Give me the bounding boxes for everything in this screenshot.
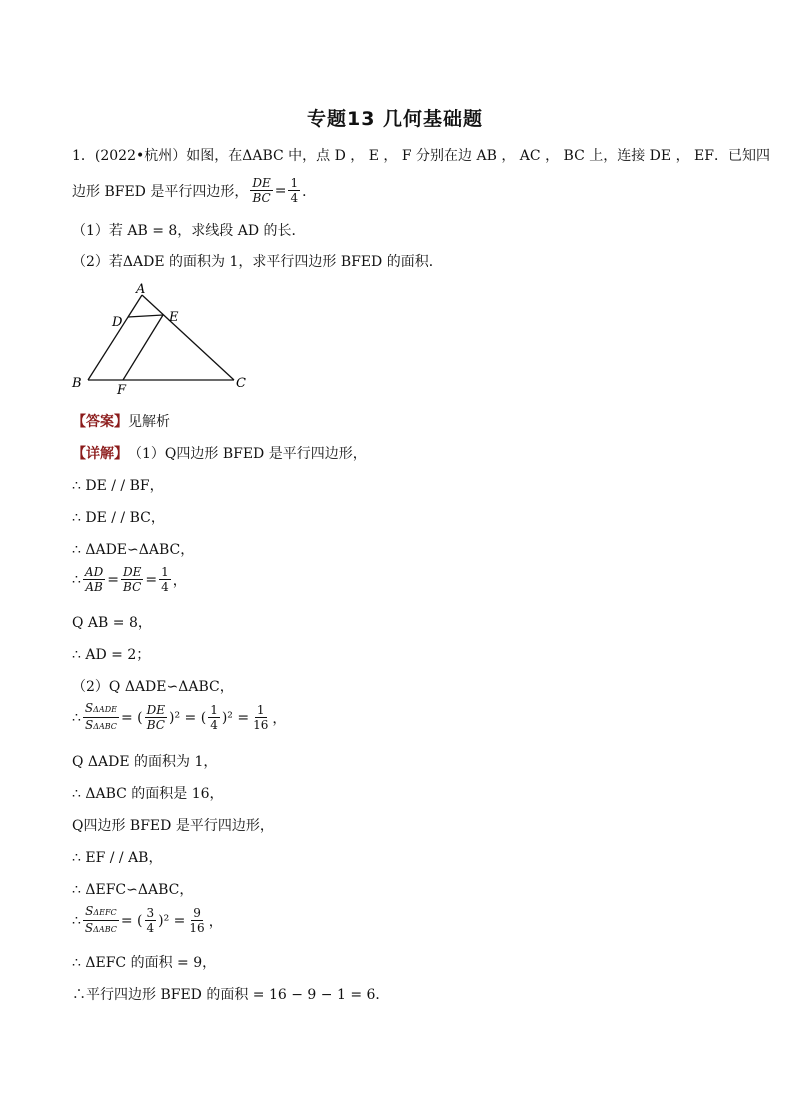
- fraction-numerator: DE: [252, 176, 271, 190]
- area-symbol: S: [84, 921, 94, 935]
- fraction-numerator: [83, 701, 119, 718]
- fraction-de-bc: [121, 565, 143, 594]
- therefore-symbol: ∴: [72, 571, 81, 588]
- fraction-denominator: 4: [161, 580, 169, 594]
- label-f: F: [117, 383, 127, 395]
- fraction-numerator: DE: [146, 703, 166, 717]
- subscript: ΔABC: [93, 925, 117, 934]
- fraction-area-ade-abc: [83, 701, 119, 734]
- fraction-one-quarter: [288, 176, 300, 205]
- answer-text: 见解析: [128, 414, 170, 430]
- area-symbol: S: [85, 904, 94, 918]
- label-c: C: [236, 376, 246, 391]
- detail-line-8: （2）Q ΔADE∽ΔABC，: [72, 679, 234, 695]
- detail-line-1: [72, 443, 367, 463]
- fraction-numerator: 1: [290, 176, 299, 190]
- area-symbol: S: [84, 701, 94, 715]
- detail-line-13: ∴ EF / / AB，: [72, 850, 163, 866]
- subscript: ΔABC: [93, 722, 117, 731]
- detail-line-10: Q ΔADE 的面积为 1，: [72, 754, 218, 770]
- problem-line-1: 1．(2022•杭州）如图，在ΔABC 中，点 D ， E ， F 分别在边 AB ， AC ， BC 上，连接 DE ， EF．已知四: [72, 148, 770, 164]
- area-symbol: S: [84, 718, 94, 732]
- detail-tag: 【详解】: [72, 446, 128, 462]
- segment-de: [128, 315, 163, 317]
- fraction-numerator: 3: [146, 906, 155, 920]
- fraction-denominator: 16: [253, 718, 269, 732]
- detail-line-16: ∴ ΔEFC 的面积 = 9，: [72, 955, 217, 971]
- fraction-three-quarters: [145, 906, 157, 935]
- label-a: A: [136, 282, 146, 297]
- label-b: B: [72, 376, 82, 391]
- detail-line-9: [72, 701, 286, 734]
- triangle-figure: [66, 280, 256, 395]
- equation-text: )² =: [221, 709, 250, 726]
- page-title: 专题13 几何基础题: [306, 108, 484, 130]
- fraction-denominator: BC: [146, 718, 165, 732]
- equals-sign: =: [274, 182, 287, 199]
- fraction-numerator: DE: [122, 565, 142, 579]
- fraction-one-quarter: [159, 565, 171, 594]
- comma: ，: [208, 913, 223, 930]
- problem-line-2: [72, 176, 316, 205]
- detail-line-7: ∴ AD = 2；: [72, 647, 151, 663]
- equals-sign: =: [145, 571, 158, 588]
- fraction-denominator: 4: [210, 718, 218, 732]
- fraction-de-bc: [145, 703, 167, 732]
- fraction-denominator: BC: [252, 191, 271, 205]
- detail-line-12: Q四边形 BFED 是平行四边形，: [72, 818, 274, 834]
- label-d: D: [112, 315, 123, 330]
- comma: ，: [272, 710, 287, 727]
- fraction-denominator: AB: [85, 580, 103, 594]
- side-ac: [142, 295, 234, 380]
- fraction-one-quarter: [208, 703, 220, 732]
- equals-sign: =: [107, 571, 119, 588]
- answer-line: [72, 411, 170, 431]
- fraction-denominator: [83, 921, 119, 937]
- fraction-area-efc-abc: [83, 904, 119, 937]
- question-2: （2）若ΔADE 的面积为 1，求平行四边形 BFED 的面积．: [72, 254, 443, 270]
- fraction-numerator: AD: [84, 565, 104, 579]
- subscript: ΔADE: [93, 705, 117, 714]
- detail-line-4: ∴ ΔADE∽ΔABC，: [72, 542, 195, 558]
- detail-line-17: ∴平行四边形 BFED 的面积 = 16 − 9 − 1 = 6．: [72, 987, 390, 1003]
- fraction-numerator: 9: [193, 906, 201, 920]
- period: ．: [302, 183, 317, 200]
- detail-line-2: ∴ DE / / BF，: [72, 478, 164, 494]
- problem-line-2-text: 边形 BFED 是平行四边形，: [72, 183, 249, 200]
- equation-text: = (: [120, 709, 143, 726]
- fraction-denominator: BC: [123, 580, 142, 594]
- subscript: ΔEFC: [93, 908, 117, 917]
- equation-text: )² = (: [169, 709, 207, 726]
- segment-ef: [123, 315, 163, 380]
- fraction-nine-sixteenths: [187, 906, 206, 935]
- fraction-denominator: [83, 718, 119, 734]
- fraction-ad-ab: [83, 565, 105, 594]
- side-ab: [88, 295, 142, 380]
- detail-line-11: ∴ ΔABC 的面积是 16，: [72, 786, 224, 802]
- fraction-one-sixteenth: [251, 703, 270, 732]
- fraction-numerator: 1: [210, 703, 218, 717]
- detail-line-15: [72, 904, 223, 937]
- detail-text-1: （1）Q四边形 BFED 是平行四边形，: [128, 446, 367, 462]
- fraction-numerator: 1: [161, 565, 169, 579]
- therefore-symbol: ∴: [72, 912, 81, 929]
- fraction-denominator: 4: [146, 921, 155, 935]
- detail-line-6: Q AB = 8，: [72, 615, 152, 631]
- equation-text: )² =: [158, 912, 186, 929]
- fraction-numerator: 1: [256, 703, 265, 717]
- question-1: （1）若 AB = 8，求线段 AD 的长．: [72, 223, 306, 239]
- therefore-symbol: ∴: [72, 709, 81, 726]
- fraction-numerator: [83, 904, 119, 921]
- fraction-denominator: 4: [290, 191, 299, 205]
- comma: ，: [172, 572, 187, 589]
- label-e: E: [169, 310, 179, 325]
- detail-line-3: ∴ DE / / BC，: [72, 510, 165, 526]
- detail-line-5: [72, 565, 187, 594]
- answer-tag: 【答案】: [72, 414, 128, 430]
- detail-line-14: ∴ ΔEFC∽ΔABC，: [72, 882, 194, 898]
- equation-text: = (: [120, 912, 143, 929]
- fraction-denominator: 16: [189, 921, 205, 935]
- fraction-de-bc: [250, 176, 272, 205]
